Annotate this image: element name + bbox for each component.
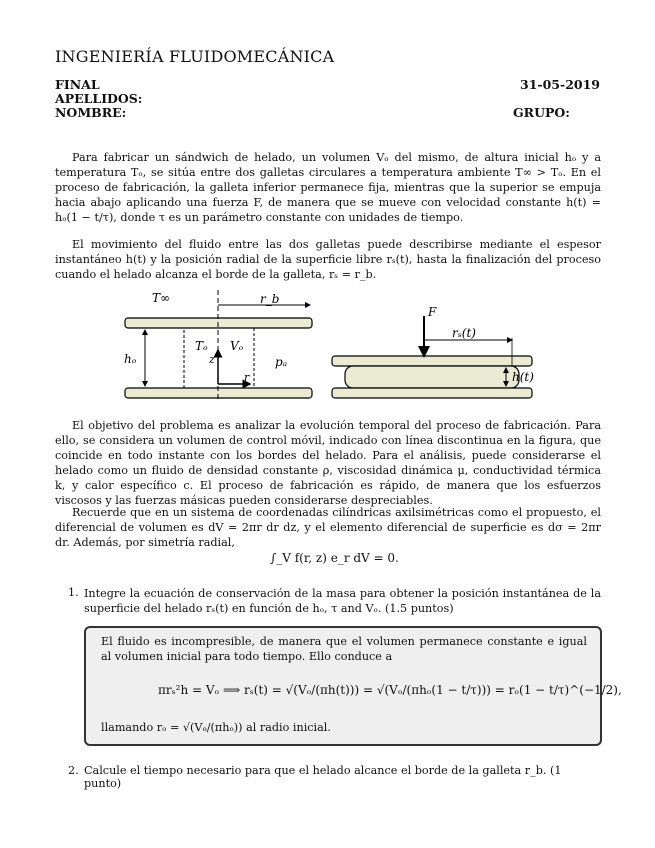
question-1-number: 1. (68, 586, 79, 599)
rs-label: rₛ(t) (452, 326, 476, 340)
answer-equation: πrₛ²h = Vₒ ⟹ rₛ(t) = √(Vₒ/(πh(t))) = √(Vₒ/(πhₒ(1 − t/τ))) = rₒ(1 − t/τ)^(−1/2), (158, 683, 622, 697)
r-label: r (244, 371, 250, 384)
top-cookie-right (332, 356, 532, 366)
exam-date: 31-05-2019 (520, 77, 600, 92)
vo-label: Vₒ (230, 339, 244, 353)
ho-label: hₒ (124, 352, 137, 366)
to-label: Tₒ (195, 339, 208, 353)
question-1-text: Integre la ecuación de conservación de la masa para obtener la posición instantánea de la superficie del helado rₛ(t) en función de hₒ, τ and Vₒ. (1.5 puntos) (84, 587, 601, 615)
f-label: F (428, 305, 437, 319)
z-label: z (209, 353, 215, 366)
apellidos-label: APELLIDOS: (55, 91, 143, 106)
bottom-cookie-right (332, 388, 532, 398)
answer-box (84, 626, 622, 746)
equation-integral: ∫_V f(r, z) e_r dV = 0. (270, 551, 399, 565)
sandwich-figure (110, 288, 610, 403)
ht-label: h(t) (512, 370, 534, 384)
paragraph-1: Para fabricar un sándwich de helado, un volumen Vₒ del mismo, de altura inicial hₒ y a temperatura Tₒ, se sitúa entre dos galletas circulares a temperatura ambiente T∞ > Tₒ. En el proceso de fabricación, la galleta inferior permanece fija, mientras que la superior se empuja hacia abajo aplicando una fuerza F, de manera que se mueve con velocidad constante h(t) = hₒ(1 − t/τ), donde τ es un parámetro constante con unidades de tiempo. (55, 151, 601, 224)
paragraph-4: Recuerde que en un sistema de coordenadas cilíndricas axilsimétricas como el propuesto, el diferencial de volumen es dV = 2πr dr dz, y el elemento diferencial de superficie es dσ = 2πr dr. Además, por simetría radial, (55, 506, 601, 549)
exam-type: FINAL (55, 77, 100, 92)
page-title: INGENIERÍA FLUIDOMECÁNICA (55, 47, 335, 66)
pa-label: pₐ (275, 355, 288, 369)
answer-text-1: El fluido es incompresible, de manera que el volumen permanece constante e igual al volumen inicial para todo tiempo. Ello conduce a (101, 635, 587, 663)
rb-label: r_b (260, 292, 280, 306)
t-inf-label: T∞ (152, 291, 170, 305)
ice-cream-layer (345, 366, 519, 388)
nombre-label: NOMBRE: (55, 105, 127, 120)
question-2-number: 2. (68, 764, 79, 777)
answer-text-2: llamando rₒ = √(Vₒ/(πhₒ)) al radio inicial. (101, 721, 331, 734)
question-2-text: Calcule el tiempo necesario para que el helado alcance el borde de la galleta r_b. (1 punto) (84, 764, 562, 790)
paragraph-3: El objetivo del problema es analizar la evolución temporal del proceso de fabricación. Para ello, se considera un volumen de control móvil, indicado con línea discontinua en la figura, que coincide en todo instante con los bordes del helado. Para el análisis, puede considerarse el helado como un fluido de densidad constante ρ, viscosidad dinámica μ, conductividad térmica k, y calor específico c. El proceso de fabricación es rápido, de manera que los esfuerzos viscosos y las fuerzas másicas pueden considerarse despreciables. (55, 419, 601, 507)
grupo-label: GRUPO: (513, 105, 570, 120)
paragraph-2: El movimiento del fluido entre las dos galletas puede describirse mediante el espesor instantáneo h(t) y la posición radial de la superficie libre rₛ(t), hasta la finalización del proceso cuando el helado alcanza el borde de la galleta, rₛ = r_b. (55, 238, 601, 281)
